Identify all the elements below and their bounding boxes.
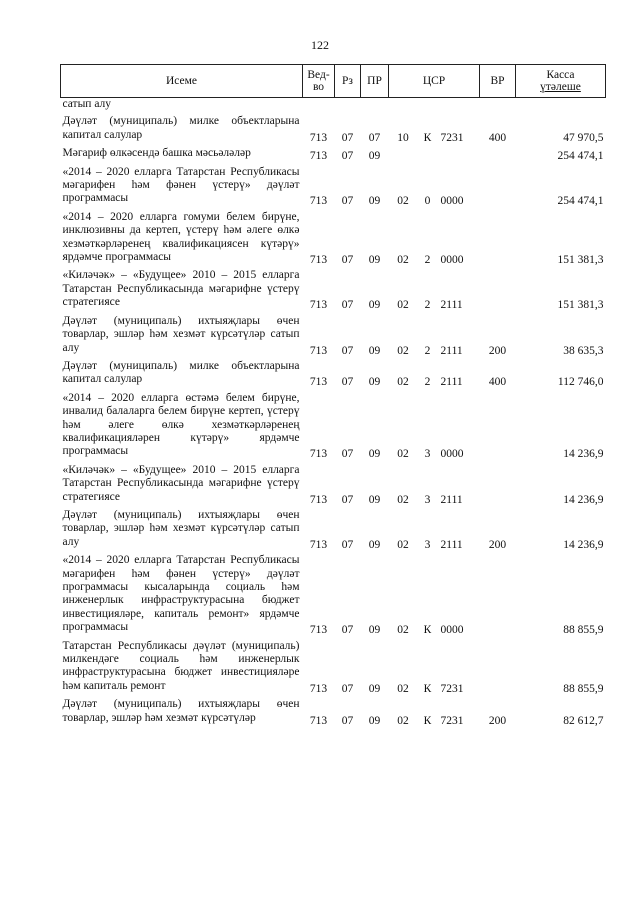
row-kassa: 112 746,0 (557, 376, 604, 389)
page-number: 122 (311, 38, 329, 52)
header-ved-line2: во (312, 81, 325, 93)
row-csr1: 02 (397, 624, 409, 637)
table-row (61, 267, 606, 312)
row-ved: 713 (309, 254, 328, 267)
row-vr (480, 164, 516, 209)
header-rz: Рз (335, 65, 361, 98)
table-row (61, 390, 606, 462)
row-kassa: 14 236,9 (563, 448, 604, 461)
row-rz: 07 (341, 682, 354, 695)
row-pr: 09 (368, 624, 381, 637)
row-csr1: 02 (397, 682, 409, 695)
row-rz: 07 (341, 714, 354, 727)
header-vr: ВР (480, 65, 516, 98)
continuation-text: сатып алу (62, 98, 112, 110)
row-vr (480, 267, 516, 312)
row-csr2: 2 (424, 344, 431, 357)
row-csr1: 02 (397, 448, 409, 461)
row-csr3: 2111 (440, 538, 463, 551)
row-ved: 713 (309, 448, 328, 461)
row-ved: 713 (309, 195, 328, 208)
row-csr1: 02 (397, 376, 409, 389)
row-ved: 713 (309, 344, 328, 357)
table-row (61, 209, 606, 268)
row-pr: 09 (368, 493, 381, 506)
row-rz: 07 (341, 624, 354, 637)
row-csr2: 2 (424, 376, 431, 389)
row-csr3: 0000 (440, 195, 464, 208)
row-rz: 07 (341, 299, 354, 312)
row-csr3: 0000 (440, 254, 464, 267)
row-kassa: 88 855,9 (563, 624, 604, 637)
row-vr: 400 (488, 131, 507, 144)
row-csr1: 02 (397, 493, 409, 506)
table-row (61, 552, 606, 637)
row-kassa: 88 855,9 (563, 682, 604, 695)
row-kassa: 47 970,5 (563, 131, 604, 144)
row-rz: 07 (341, 376, 354, 389)
row-ved: 713 (309, 493, 328, 506)
row-csr1: 10 (397, 131, 409, 144)
row-name: Мәгариф өлкәсендә башка мәсьәләләр (62, 147, 251, 160)
table-row (61, 164, 606, 209)
table-row (61, 638, 606, 697)
row-csr3 (438, 145, 480, 163)
row-csr3: 2111 (440, 344, 463, 357)
row-ved: 713 (309, 624, 328, 637)
row-vr: 200 (488, 538, 507, 551)
row-pr: 09 (368, 150, 381, 163)
row-csr3: 0000 (440, 624, 464, 637)
row-csr2 (418, 145, 438, 163)
row-name: Дәүләт (муниципаль) ихтыяҗлары өчен товарлар, эшләр һәм хезмәт күрсәтүләр сатып алу (62, 314, 300, 354)
row-csr3: 7231 (440, 131, 464, 144)
table-row (61, 696, 606, 728)
row-csr2: К (423, 624, 432, 637)
header-csr: ЦСР (389, 65, 480, 98)
header-ved-line1: Вед- (307, 69, 330, 81)
row-ved: 713 (309, 150, 328, 163)
row-csr2: 2 (424, 299, 431, 312)
row-vr (480, 209, 516, 268)
header-kassa-line2: үтәлеше (540, 81, 581, 93)
row-vr (480, 462, 516, 507)
row-rz: 07 (341, 344, 354, 357)
table-row (61, 358, 606, 390)
row-vr: 200 (488, 344, 507, 357)
row-kassa: 82 612,7 (563, 714, 604, 727)
row-name: «2014 – 2020 елларга Татарстан Республикасы мәгарифен һәм фәнен үстерү» дәүләт программасы (62, 165, 300, 205)
row-vr: 200 (488, 714, 507, 727)
row-csr2: 0 (424, 195, 431, 208)
row-vr (480, 145, 516, 163)
table-row (61, 145, 606, 163)
row-csr1: 02 (397, 538, 409, 551)
row-csr2: К (423, 714, 432, 727)
row-name: Дәүләт (муниципаль) милке объектларына капитал салулар (62, 359, 300, 386)
row-name: Дәүләт (муниципаль) ихтыяҗлары өчен товарлар, эшләр һәм хезмәт күрсәтүләр сатып алу (62, 508, 300, 548)
row-kassa: 14 236,9 (563, 538, 604, 551)
row-csr3: 2111 (440, 376, 463, 389)
row-vr: 400 (488, 376, 507, 389)
row-pr: 09 (368, 376, 381, 389)
row-csr2: 2 (424, 254, 431, 267)
row-rz: 07 (341, 448, 354, 461)
header-kassa (516, 65, 606, 98)
row-pr: 09 (368, 195, 381, 208)
row-name: «Киләчәк» – «Будущее» 2010 – 2015 елларга Татарстан Республикасында мәгарифне үстерү стратегиясе (62, 463, 300, 503)
row-csr1: 02 (397, 714, 409, 727)
row-csr2: 3 (424, 448, 431, 461)
continuation-row (61, 98, 606, 114)
row-name: «2014 – 2020 елларга өстәмә белем бирүне, инвалид балаларга белем бирүне кертеп, үстерү һәм әлеге өлкә хезмәткәрләренең квалификацияләрен күтәрү» ярдәмче программасы (62, 391, 300, 458)
row-pr: 07 (368, 131, 381, 144)
row-csr1: 02 (397, 195, 409, 208)
row-ved: 713 (309, 538, 328, 551)
row-name: «2014 – 2020 елларга Татарстан Республикасы мәгарифен һәм фәнен үстерү» дәүләт программасы кысаларында социаль һәм инженерлык инфраструктурасына бюджет инвестицияләре, капиталь ремонт» ярдәмче программасы (62, 554, 300, 634)
row-rz: 07 (341, 195, 354, 208)
row-rz: 07 (341, 131, 354, 144)
row-pr: 09 (368, 682, 381, 695)
row-name: Татарстан Республикасы дәүләт (муниципаль) милкендәге социаль һәм инженерлык инфраструктурасына бюджет инвестицияләре һәм капиталь ремонт (62, 639, 300, 692)
row-pr: 09 (368, 448, 381, 461)
table-row (61, 462, 606, 507)
row-pr: 09 (368, 254, 381, 267)
row-ved: 713 (309, 299, 328, 312)
row-name: Дәүләт (муниципаль) ихтыяҗлары өчен товарлар, эшләр һәм хезмәт күрсәтүләр (62, 698, 300, 724)
table-row (61, 507, 606, 552)
row-rz: 07 (341, 150, 354, 163)
row-csr3: 7231 (440, 682, 464, 695)
row-pr: 09 (368, 344, 381, 357)
row-kassa: 151 381,3 (557, 299, 604, 312)
row-kassa: 254 474,1 (557, 150, 604, 163)
row-ved: 713 (309, 682, 328, 695)
row-vr (480, 390, 516, 462)
table-row (61, 113, 606, 145)
row-csr2: 3 (424, 493, 431, 506)
budget-table (60, 64, 606, 728)
row-kassa: 38 635,3 (563, 344, 604, 357)
row-csr2: К (423, 682, 432, 695)
row-name: Дәүләт (муниципаль) милке объектларына капитал салулар (62, 115, 300, 141)
row-csr2: 3 (424, 538, 431, 551)
row-name: «Киләчәк» – «Будущее» 2010 – 2015 елларга Татарстан Республикасында мәгарифне үстерү стратегиясе (62, 269, 300, 309)
row-vr (480, 638, 516, 697)
header-pr: ПР (361, 65, 389, 98)
table-row (61, 313, 606, 358)
row-vr (480, 552, 516, 637)
row-pr: 09 (368, 299, 381, 312)
row-csr1: 02 (397, 254, 409, 267)
header-kassa-line1: Касса (546, 69, 575, 81)
row-kassa: 151 381,3 (557, 254, 604, 267)
row-csr3: 7231 (440, 714, 464, 727)
row-pr: 09 (368, 538, 381, 551)
header-name: Исеме (61, 65, 303, 98)
row-pr: 09 (368, 714, 381, 727)
row-csr1 (389, 145, 418, 163)
row-csr1: 02 (397, 299, 409, 312)
table-header-row (61, 65, 606, 98)
row-csr3: 2111 (440, 299, 463, 312)
row-rz: 07 (341, 254, 354, 267)
header-ved (303, 65, 335, 98)
row-csr1: 02 (397, 344, 409, 357)
row-ved: 713 (309, 131, 328, 144)
row-kassa: 254 474,1 (557, 195, 604, 208)
row-csr3: 0000 (440, 448, 464, 461)
row-rz: 07 (341, 538, 354, 551)
row-ved: 713 (309, 376, 328, 389)
row-name: «2014 – 2020 елларга гомуми белем бирүне, инклюзивны да кертеп, үстерү һәм әлеге өлкә хезмәткәрләренең квалификациясен күтәрү» ярдәмче программасы (62, 210, 300, 264)
row-csr2: К (423, 131, 432, 144)
row-rz: 07 (341, 493, 354, 506)
row-ved: 713 (309, 714, 328, 727)
row-kassa: 14 236,9 (563, 493, 604, 506)
row-csr3: 2111 (440, 493, 463, 506)
